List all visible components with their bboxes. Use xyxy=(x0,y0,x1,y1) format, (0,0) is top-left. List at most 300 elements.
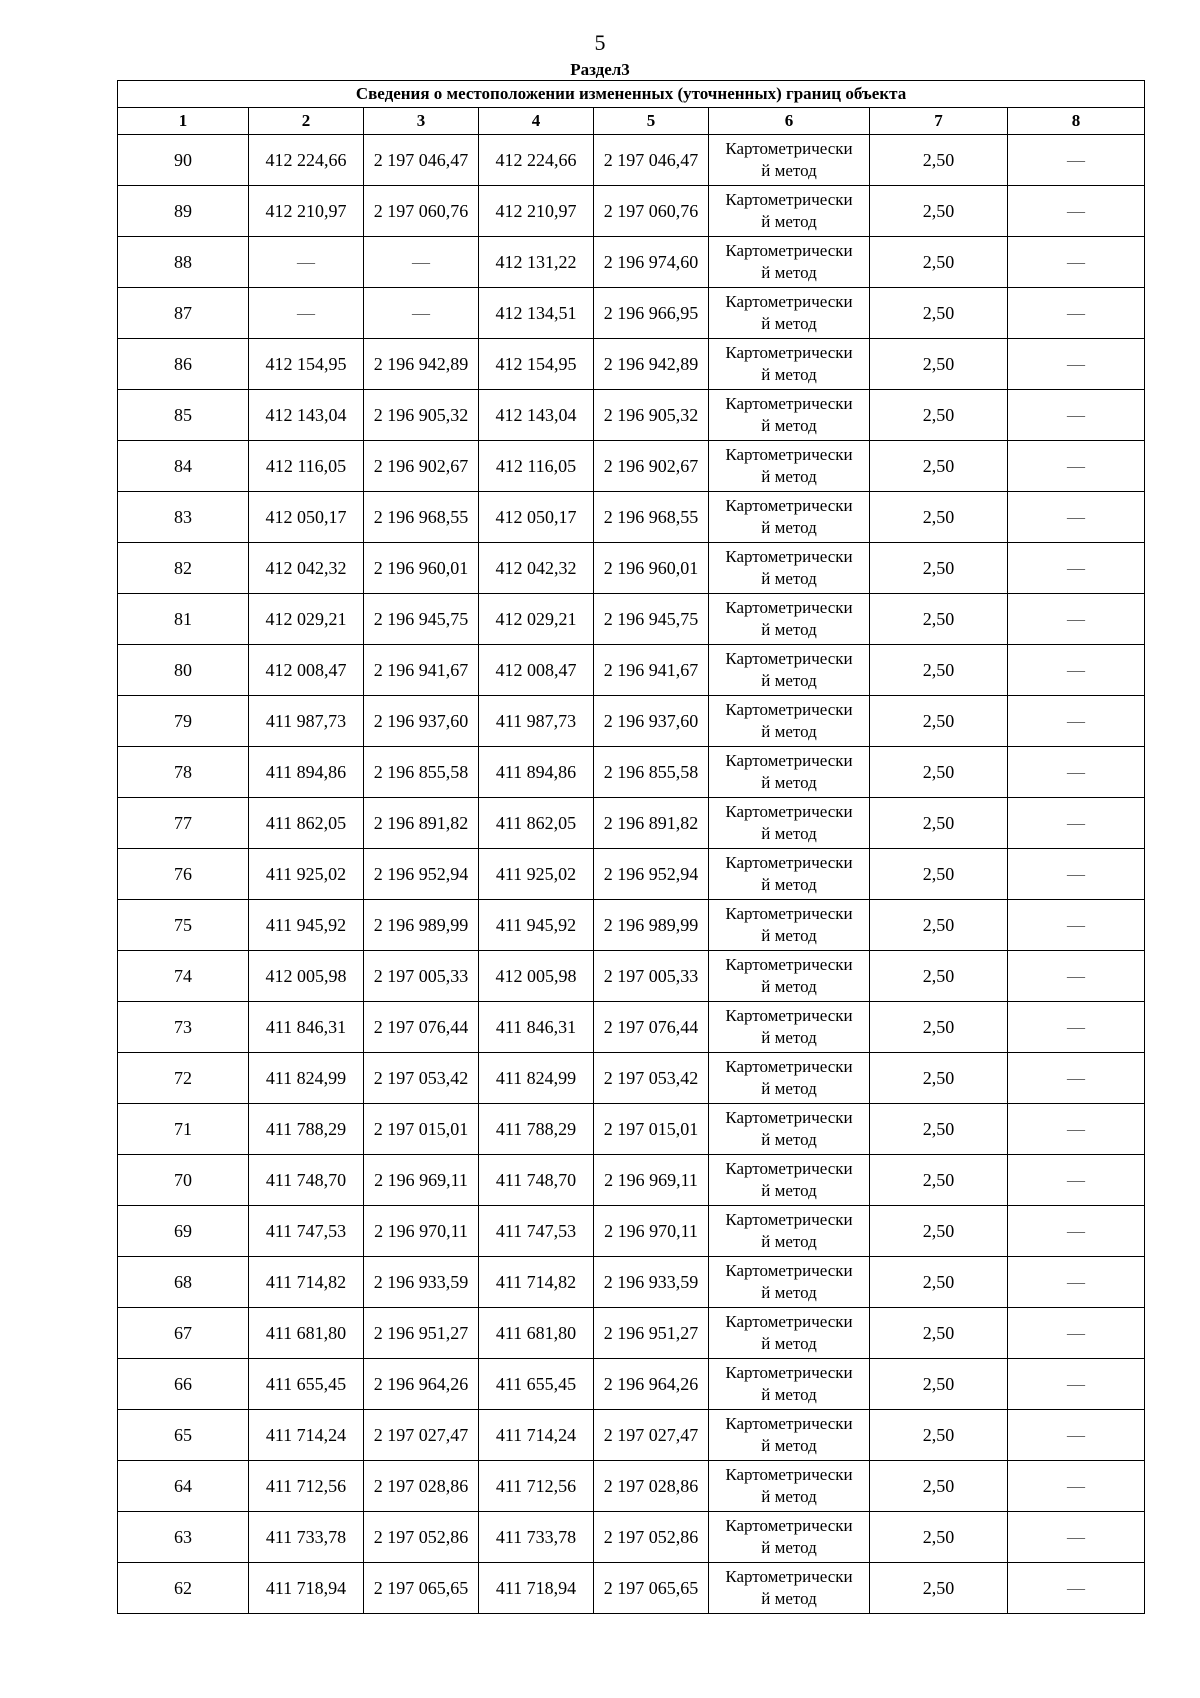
x-old-cell: 411 987,73 xyxy=(249,696,364,747)
x-old-cell: 412 224,66 xyxy=(249,135,364,186)
method-cell xyxy=(709,1461,870,1512)
accuracy-cell: 2,50 xyxy=(870,288,1008,339)
method-line-1: Картометрически xyxy=(725,241,853,260)
x-new-cell: 412 050,17 xyxy=(479,492,594,543)
y-old-cell: 2 197 065,65 xyxy=(364,1563,479,1614)
note-cell: — xyxy=(1008,339,1145,390)
note-cell: — xyxy=(1008,492,1145,543)
point-number-cell: 76 xyxy=(118,849,249,900)
method-cell xyxy=(709,1002,870,1053)
y-new-cell: 2 196 941,67 xyxy=(594,645,709,696)
x-new-cell: 412 008,47 xyxy=(479,645,594,696)
x-old-cell: 412 210,97 xyxy=(249,186,364,237)
y-new-cell: 2 197 053,42 xyxy=(594,1053,709,1104)
x-new-cell: 411 945,92 xyxy=(479,900,594,951)
table-row xyxy=(118,543,1145,594)
y-new-cell: 2 196 952,94 xyxy=(594,849,709,900)
x-old-cell: 412 008,47 xyxy=(249,645,364,696)
y-new-cell: 2 197 005,33 xyxy=(594,951,709,1002)
x-new-cell: 411 862,05 xyxy=(479,798,594,849)
x-old-cell: 411 824,99 xyxy=(249,1053,364,1104)
accuracy-cell: 2,50 xyxy=(870,1053,1008,1104)
method-line-1: Картометрически xyxy=(725,1159,853,1178)
method-line-1: Картометрически xyxy=(725,1414,853,1433)
method-line-1: Картометрически xyxy=(725,955,853,974)
method-cell xyxy=(709,594,870,645)
x-new-cell: 411 655,45 xyxy=(479,1359,594,1410)
y-old-cell: — xyxy=(364,288,479,339)
x-old-cell: 412 143,04 xyxy=(249,390,364,441)
point-number-cell: 87 xyxy=(118,288,249,339)
note-cell: — xyxy=(1008,1512,1145,1563)
point-number-cell: 63 xyxy=(118,1512,249,1563)
accuracy-cell: 2,50 xyxy=(870,390,1008,441)
x-old-cell: 411 925,02 xyxy=(249,849,364,900)
x-old-cell: — xyxy=(249,237,364,288)
column-number-7: 7 xyxy=(870,108,1008,135)
point-number-cell: 90 xyxy=(118,135,249,186)
method-line-1: Картометрически xyxy=(725,1312,853,1331)
x-new-cell: 412 143,04 xyxy=(479,390,594,441)
x-new-cell: 411 681,80 xyxy=(479,1308,594,1359)
accuracy-cell: 2,50 xyxy=(870,900,1008,951)
y-old-cell: 2 196 933,59 xyxy=(364,1257,479,1308)
point-number-cell: 75 xyxy=(118,900,249,951)
note-cell: — xyxy=(1008,441,1145,492)
y-new-cell: 2 196 933,59 xyxy=(594,1257,709,1308)
table-row xyxy=(118,1512,1145,1563)
boundary-coordinates-table xyxy=(117,80,1145,1614)
x-old-cell: 411 733,78 xyxy=(249,1512,364,1563)
method-line-1: Картометрически xyxy=(725,1057,853,1076)
point-number-cell: 81 xyxy=(118,594,249,645)
y-new-cell: 2 196 966,95 xyxy=(594,288,709,339)
method-line-2: й метод xyxy=(761,1334,817,1353)
point-number-cell: 83 xyxy=(118,492,249,543)
x-new-cell: 411 824,99 xyxy=(479,1053,594,1104)
note-cell: — xyxy=(1008,543,1145,594)
note-cell: — xyxy=(1008,1155,1145,1206)
method-cell xyxy=(709,237,870,288)
y-old-cell: 2 196 941,67 xyxy=(364,645,479,696)
x-new-cell: 411 846,31 xyxy=(479,1002,594,1053)
method-cell xyxy=(709,1410,870,1461)
table-row xyxy=(118,1002,1145,1053)
x-old-cell: 411 681,80 xyxy=(249,1308,364,1359)
method-line-2: й метод xyxy=(761,518,817,537)
column-number-4: 4 xyxy=(479,108,594,135)
method-cell xyxy=(709,1155,870,1206)
point-number-cell: 62 xyxy=(118,1563,249,1614)
note-cell: — xyxy=(1008,390,1145,441)
method-line-2: й метод xyxy=(761,875,817,894)
y-old-cell: 2 196 905,32 xyxy=(364,390,479,441)
y-old-cell: 2 196 937,60 xyxy=(364,696,479,747)
y-new-cell: 2 196 945,75 xyxy=(594,594,709,645)
x-old-cell: 412 050,17 xyxy=(249,492,364,543)
y-old-cell: 2 197 052,86 xyxy=(364,1512,479,1563)
y-old-cell: 2 197 046,47 xyxy=(364,135,479,186)
accuracy-cell: 2,50 xyxy=(870,441,1008,492)
method-line-2: й метод xyxy=(761,620,817,639)
accuracy-cell: 2,50 xyxy=(870,696,1008,747)
y-new-cell: 2 196 974,60 xyxy=(594,237,709,288)
method-line-1: Картометрически xyxy=(725,700,853,719)
accuracy-cell: 2,50 xyxy=(870,1155,1008,1206)
y-new-cell: 2 197 052,86 xyxy=(594,1512,709,1563)
page-number: 5 xyxy=(594,30,606,55)
accuracy-cell: 2,50 xyxy=(870,1257,1008,1308)
x-new-cell: 411 925,02 xyxy=(479,849,594,900)
method-line-1: Картометрически xyxy=(725,139,853,158)
accuracy-cell: 2,50 xyxy=(870,1206,1008,1257)
point-number-cell: 77 xyxy=(118,798,249,849)
table-row xyxy=(118,441,1145,492)
x-new-cell: 411 718,94 xyxy=(479,1563,594,1614)
point-number-cell: 86 xyxy=(118,339,249,390)
method-line-1: Картометрически xyxy=(725,598,853,617)
x-new-cell: 412 131,22 xyxy=(479,237,594,288)
point-number-cell: 72 xyxy=(118,1053,249,1104)
column-number-row xyxy=(118,108,1145,135)
note-cell: — xyxy=(1008,1308,1145,1359)
x-old-cell: 411 714,82 xyxy=(249,1257,364,1308)
x-new-cell: 412 224,66 xyxy=(479,135,594,186)
method-line-2: й метод xyxy=(761,467,817,486)
table-row xyxy=(118,798,1145,849)
y-new-cell: 2 197 027,47 xyxy=(594,1410,709,1461)
accuracy-cell: 2,50 xyxy=(870,186,1008,237)
y-old-cell: 2 197 027,47 xyxy=(364,1410,479,1461)
x-new-cell: 411 894,86 xyxy=(479,747,594,798)
y-new-cell: 2 196 942,89 xyxy=(594,339,709,390)
x-new-cell: 411 987,73 xyxy=(479,696,594,747)
column-number-3: 3 xyxy=(364,108,479,135)
method-line-2: й метод xyxy=(761,314,817,333)
y-old-cell: 2 197 076,44 xyxy=(364,1002,479,1053)
column-number-6: 6 xyxy=(709,108,870,135)
method-line-1: Картометрически xyxy=(725,1210,853,1229)
y-new-cell: 2 197 076,44 xyxy=(594,1002,709,1053)
method-cell xyxy=(709,492,870,543)
x-old-cell: 411 846,31 xyxy=(249,1002,364,1053)
table-row xyxy=(118,594,1145,645)
method-line-2: й метод xyxy=(761,671,817,690)
accuracy-cell: 2,50 xyxy=(870,1308,1008,1359)
method-cell xyxy=(709,135,870,186)
x-old-cell: 411 748,70 xyxy=(249,1155,364,1206)
note-cell: — xyxy=(1008,900,1145,951)
method-cell xyxy=(709,1104,870,1155)
method-line-2: й метод xyxy=(761,773,817,792)
y-old-cell: 2 196 964,26 xyxy=(364,1359,479,1410)
method-line-2: й метод xyxy=(761,1538,817,1557)
note-cell: — xyxy=(1008,1359,1145,1410)
method-line-1: Картометрически xyxy=(725,1465,853,1484)
y-new-cell: 2 196 855,58 xyxy=(594,747,709,798)
table-row xyxy=(118,492,1145,543)
note-cell: — xyxy=(1008,1461,1145,1512)
y-old-cell: 2 197 028,86 xyxy=(364,1461,479,1512)
accuracy-cell: 2,50 xyxy=(870,645,1008,696)
accuracy-cell: 2,50 xyxy=(870,135,1008,186)
accuracy-cell: 2,50 xyxy=(870,798,1008,849)
table-row xyxy=(118,1257,1145,1308)
x-new-cell: 412 005,98 xyxy=(479,951,594,1002)
y-old-cell: 2 196 952,94 xyxy=(364,849,479,900)
note-cell: — xyxy=(1008,237,1145,288)
method-line-1: Картометрически xyxy=(725,649,853,668)
method-line-1: Картометрически xyxy=(725,547,853,566)
y-new-cell: 2 197 060,76 xyxy=(594,186,709,237)
y-new-cell: 2 196 905,32 xyxy=(594,390,709,441)
method-cell xyxy=(709,339,870,390)
method-cell xyxy=(709,1308,870,1359)
method-line-2: й метод xyxy=(761,1487,817,1506)
note-cell: — xyxy=(1008,1410,1145,1461)
table-caption: Сведения о местоположении измененных (уточненных) границ объекта xyxy=(118,81,1145,108)
method-line-1: Картометрически xyxy=(725,904,853,923)
y-new-cell: 2 196 989,99 xyxy=(594,900,709,951)
y-old-cell: 2 196 945,75 xyxy=(364,594,479,645)
note-cell: — xyxy=(1008,594,1145,645)
point-number-cell: 67 xyxy=(118,1308,249,1359)
accuracy-cell: 2,50 xyxy=(870,747,1008,798)
point-number-cell: 85 xyxy=(118,390,249,441)
method-line-1: Картометрически xyxy=(725,190,853,209)
method-cell xyxy=(709,798,870,849)
x-new-cell: 411 788,29 xyxy=(479,1104,594,1155)
y-old-cell: 2 196 902,67 xyxy=(364,441,479,492)
method-line-1: Картометрически xyxy=(725,751,853,770)
method-line-2: й метод xyxy=(761,1436,817,1455)
y-new-cell: 2 196 960,01 xyxy=(594,543,709,594)
method-cell xyxy=(709,849,870,900)
table-row xyxy=(118,1359,1145,1410)
method-line-2: й метод xyxy=(761,1385,817,1404)
table-row xyxy=(118,1410,1145,1461)
method-line-2: й метод xyxy=(761,1589,817,1608)
method-line-2: й метод xyxy=(761,569,817,588)
y-new-cell: 2 197 015,01 xyxy=(594,1104,709,1155)
x-new-cell: 411 712,56 xyxy=(479,1461,594,1512)
table-row xyxy=(118,696,1145,747)
y-old-cell: 2 196 891,82 xyxy=(364,798,479,849)
table-row xyxy=(118,1053,1145,1104)
method-line-2: й метод xyxy=(761,161,817,180)
x-new-cell: 411 748,70 xyxy=(479,1155,594,1206)
method-line-2: й метод xyxy=(761,977,817,996)
table-row xyxy=(118,339,1145,390)
x-new-cell: 411 714,24 xyxy=(479,1410,594,1461)
method-cell xyxy=(709,1359,870,1410)
y-old-cell: 2 196 951,27 xyxy=(364,1308,479,1359)
x-old-cell: 411 655,45 xyxy=(249,1359,364,1410)
note-cell: — xyxy=(1008,1563,1145,1614)
point-number-cell: 64 xyxy=(118,1461,249,1512)
y-old-cell: 2 197 060,76 xyxy=(364,186,479,237)
accuracy-cell: 2,50 xyxy=(870,1512,1008,1563)
method-line-2: й метод xyxy=(761,365,817,384)
y-new-cell: 2 196 951,27 xyxy=(594,1308,709,1359)
method-line-1: Картометрически xyxy=(725,1516,853,1535)
x-new-cell: 411 747,53 xyxy=(479,1206,594,1257)
column-number-2: 2 xyxy=(249,108,364,135)
accuracy-cell: 2,50 xyxy=(870,594,1008,645)
point-number-cell: 79 xyxy=(118,696,249,747)
x-new-cell: 412 116,05 xyxy=(479,441,594,492)
method-line-1: Картометрически xyxy=(725,496,853,515)
section-title: Раздел3 xyxy=(570,60,630,79)
y-old-cell: 2 196 970,11 xyxy=(364,1206,479,1257)
y-new-cell: 2 196 968,55 xyxy=(594,492,709,543)
point-number-cell: 71 xyxy=(118,1104,249,1155)
point-number-cell: 69 xyxy=(118,1206,249,1257)
table-row xyxy=(118,645,1145,696)
method-line-2: й метод xyxy=(761,416,817,435)
y-old-cell: 2 196 968,55 xyxy=(364,492,479,543)
x-new-cell: 412 029,21 xyxy=(479,594,594,645)
method-cell xyxy=(709,900,870,951)
note-cell: — xyxy=(1008,1206,1145,1257)
note-cell: — xyxy=(1008,696,1145,747)
table-row xyxy=(118,849,1145,900)
y-old-cell: 2 197 005,33 xyxy=(364,951,479,1002)
x-old-cell: 412 029,21 xyxy=(249,594,364,645)
column-number-1: 1 xyxy=(118,108,249,135)
point-number-cell: 78 xyxy=(118,747,249,798)
method-line-2: й метод xyxy=(761,212,817,231)
note-cell: — xyxy=(1008,747,1145,798)
column-number-5: 5 xyxy=(594,108,709,135)
y-new-cell: 2 196 964,26 xyxy=(594,1359,709,1410)
table-caption-row xyxy=(118,81,1145,108)
accuracy-cell: 2,50 xyxy=(870,543,1008,594)
note-cell: — xyxy=(1008,135,1145,186)
method-cell xyxy=(709,1257,870,1308)
accuracy-cell: 2,50 xyxy=(870,951,1008,1002)
table-row xyxy=(118,1308,1145,1359)
y-old-cell: 2 196 969,11 xyxy=(364,1155,479,1206)
table-row xyxy=(118,237,1145,288)
x-new-cell: 412 042,32 xyxy=(479,543,594,594)
x-old-cell: 411 894,86 xyxy=(249,747,364,798)
point-number-cell: 73 xyxy=(118,1002,249,1053)
note-cell: — xyxy=(1008,1002,1145,1053)
point-number-cell: 74 xyxy=(118,951,249,1002)
method-line-2: й метод xyxy=(761,263,817,282)
method-cell xyxy=(709,951,870,1002)
y-new-cell: 2 196 902,67 xyxy=(594,441,709,492)
method-cell xyxy=(709,1512,870,1563)
y-old-cell: — xyxy=(364,237,479,288)
accuracy-cell: 2,50 xyxy=(870,849,1008,900)
method-line-1: Картометрически xyxy=(725,1567,853,1586)
y-old-cell: 2 196 960,01 xyxy=(364,543,479,594)
note-cell: — xyxy=(1008,1257,1145,1308)
method-line-1: Картометрически xyxy=(725,343,853,362)
accuracy-cell: 2,50 xyxy=(870,1563,1008,1614)
y-new-cell: 2 196 937,60 xyxy=(594,696,709,747)
y-new-cell: 2 197 046,47 xyxy=(594,135,709,186)
accuracy-cell: 2,50 xyxy=(870,1359,1008,1410)
x-old-cell: 412 116,05 xyxy=(249,441,364,492)
method-line-2: й метод xyxy=(761,1283,817,1302)
point-number-cell: 80 xyxy=(118,645,249,696)
x-new-cell: 412 134,51 xyxy=(479,288,594,339)
accuracy-cell: 2,50 xyxy=(870,237,1008,288)
method-line-1: Картометрически xyxy=(725,292,853,311)
note-cell: — xyxy=(1008,798,1145,849)
table-row xyxy=(118,747,1145,798)
note-cell: — xyxy=(1008,849,1145,900)
method-cell xyxy=(709,543,870,594)
table-row xyxy=(118,1155,1145,1206)
method-line-2: й метод xyxy=(761,1079,817,1098)
method-line-1: Картометрически xyxy=(725,853,853,872)
method-cell xyxy=(709,1563,870,1614)
y-new-cell: 2 196 969,11 xyxy=(594,1155,709,1206)
table-row xyxy=(118,1206,1145,1257)
point-number-cell: 66 xyxy=(118,1359,249,1410)
table-row xyxy=(118,1563,1145,1614)
accuracy-cell: 2,50 xyxy=(870,339,1008,390)
method-line-2: й метод xyxy=(761,1130,817,1149)
method-cell xyxy=(709,696,870,747)
accuracy-cell: 2,50 xyxy=(870,1002,1008,1053)
y-new-cell: 2 196 891,82 xyxy=(594,798,709,849)
method-line-1: Картометрически xyxy=(725,1006,853,1025)
y-new-cell: 2 196 970,11 xyxy=(594,1206,709,1257)
point-number-cell: 65 xyxy=(118,1410,249,1461)
table-row xyxy=(118,1104,1145,1155)
y-new-cell: 2 197 065,65 xyxy=(594,1563,709,1614)
note-cell: — xyxy=(1008,645,1145,696)
y-old-cell: 2 196 942,89 xyxy=(364,339,479,390)
method-cell xyxy=(709,747,870,798)
point-number-cell: 70 xyxy=(118,1155,249,1206)
x-old-cell: 411 712,56 xyxy=(249,1461,364,1512)
accuracy-cell: 2,50 xyxy=(870,1410,1008,1461)
method-line-1: Картометрически xyxy=(725,1108,853,1127)
point-number-cell: 88 xyxy=(118,237,249,288)
note-cell: — xyxy=(1008,288,1145,339)
x-new-cell: 411 733,78 xyxy=(479,1512,594,1563)
method-line-1: Картометрически xyxy=(725,1261,853,1280)
point-number-cell: 84 xyxy=(118,441,249,492)
table-row xyxy=(118,1461,1145,1512)
y-old-cell: 2 197 015,01 xyxy=(364,1104,479,1155)
method-line-1: Картометрически xyxy=(725,802,853,821)
x-new-cell: 412 210,97 xyxy=(479,186,594,237)
method-line-1: Картометрически xyxy=(725,394,853,413)
note-cell: — xyxy=(1008,186,1145,237)
x-new-cell: 411 714,82 xyxy=(479,1257,594,1308)
x-old-cell: 411 945,92 xyxy=(249,900,364,951)
y-old-cell: 2 196 855,58 xyxy=(364,747,479,798)
method-cell xyxy=(709,645,870,696)
x-old-cell: 412 154,95 xyxy=(249,339,364,390)
method-cell xyxy=(709,441,870,492)
table-row xyxy=(118,951,1145,1002)
x-old-cell: 411 747,53 xyxy=(249,1206,364,1257)
method-line-2: й метод xyxy=(761,1181,817,1200)
table-row xyxy=(118,288,1145,339)
x-old-cell: 412 005,98 xyxy=(249,951,364,1002)
column-number-8: 8 xyxy=(1008,108,1145,135)
point-number-cell: 89 xyxy=(118,186,249,237)
method-line-2: й метод xyxy=(761,824,817,843)
